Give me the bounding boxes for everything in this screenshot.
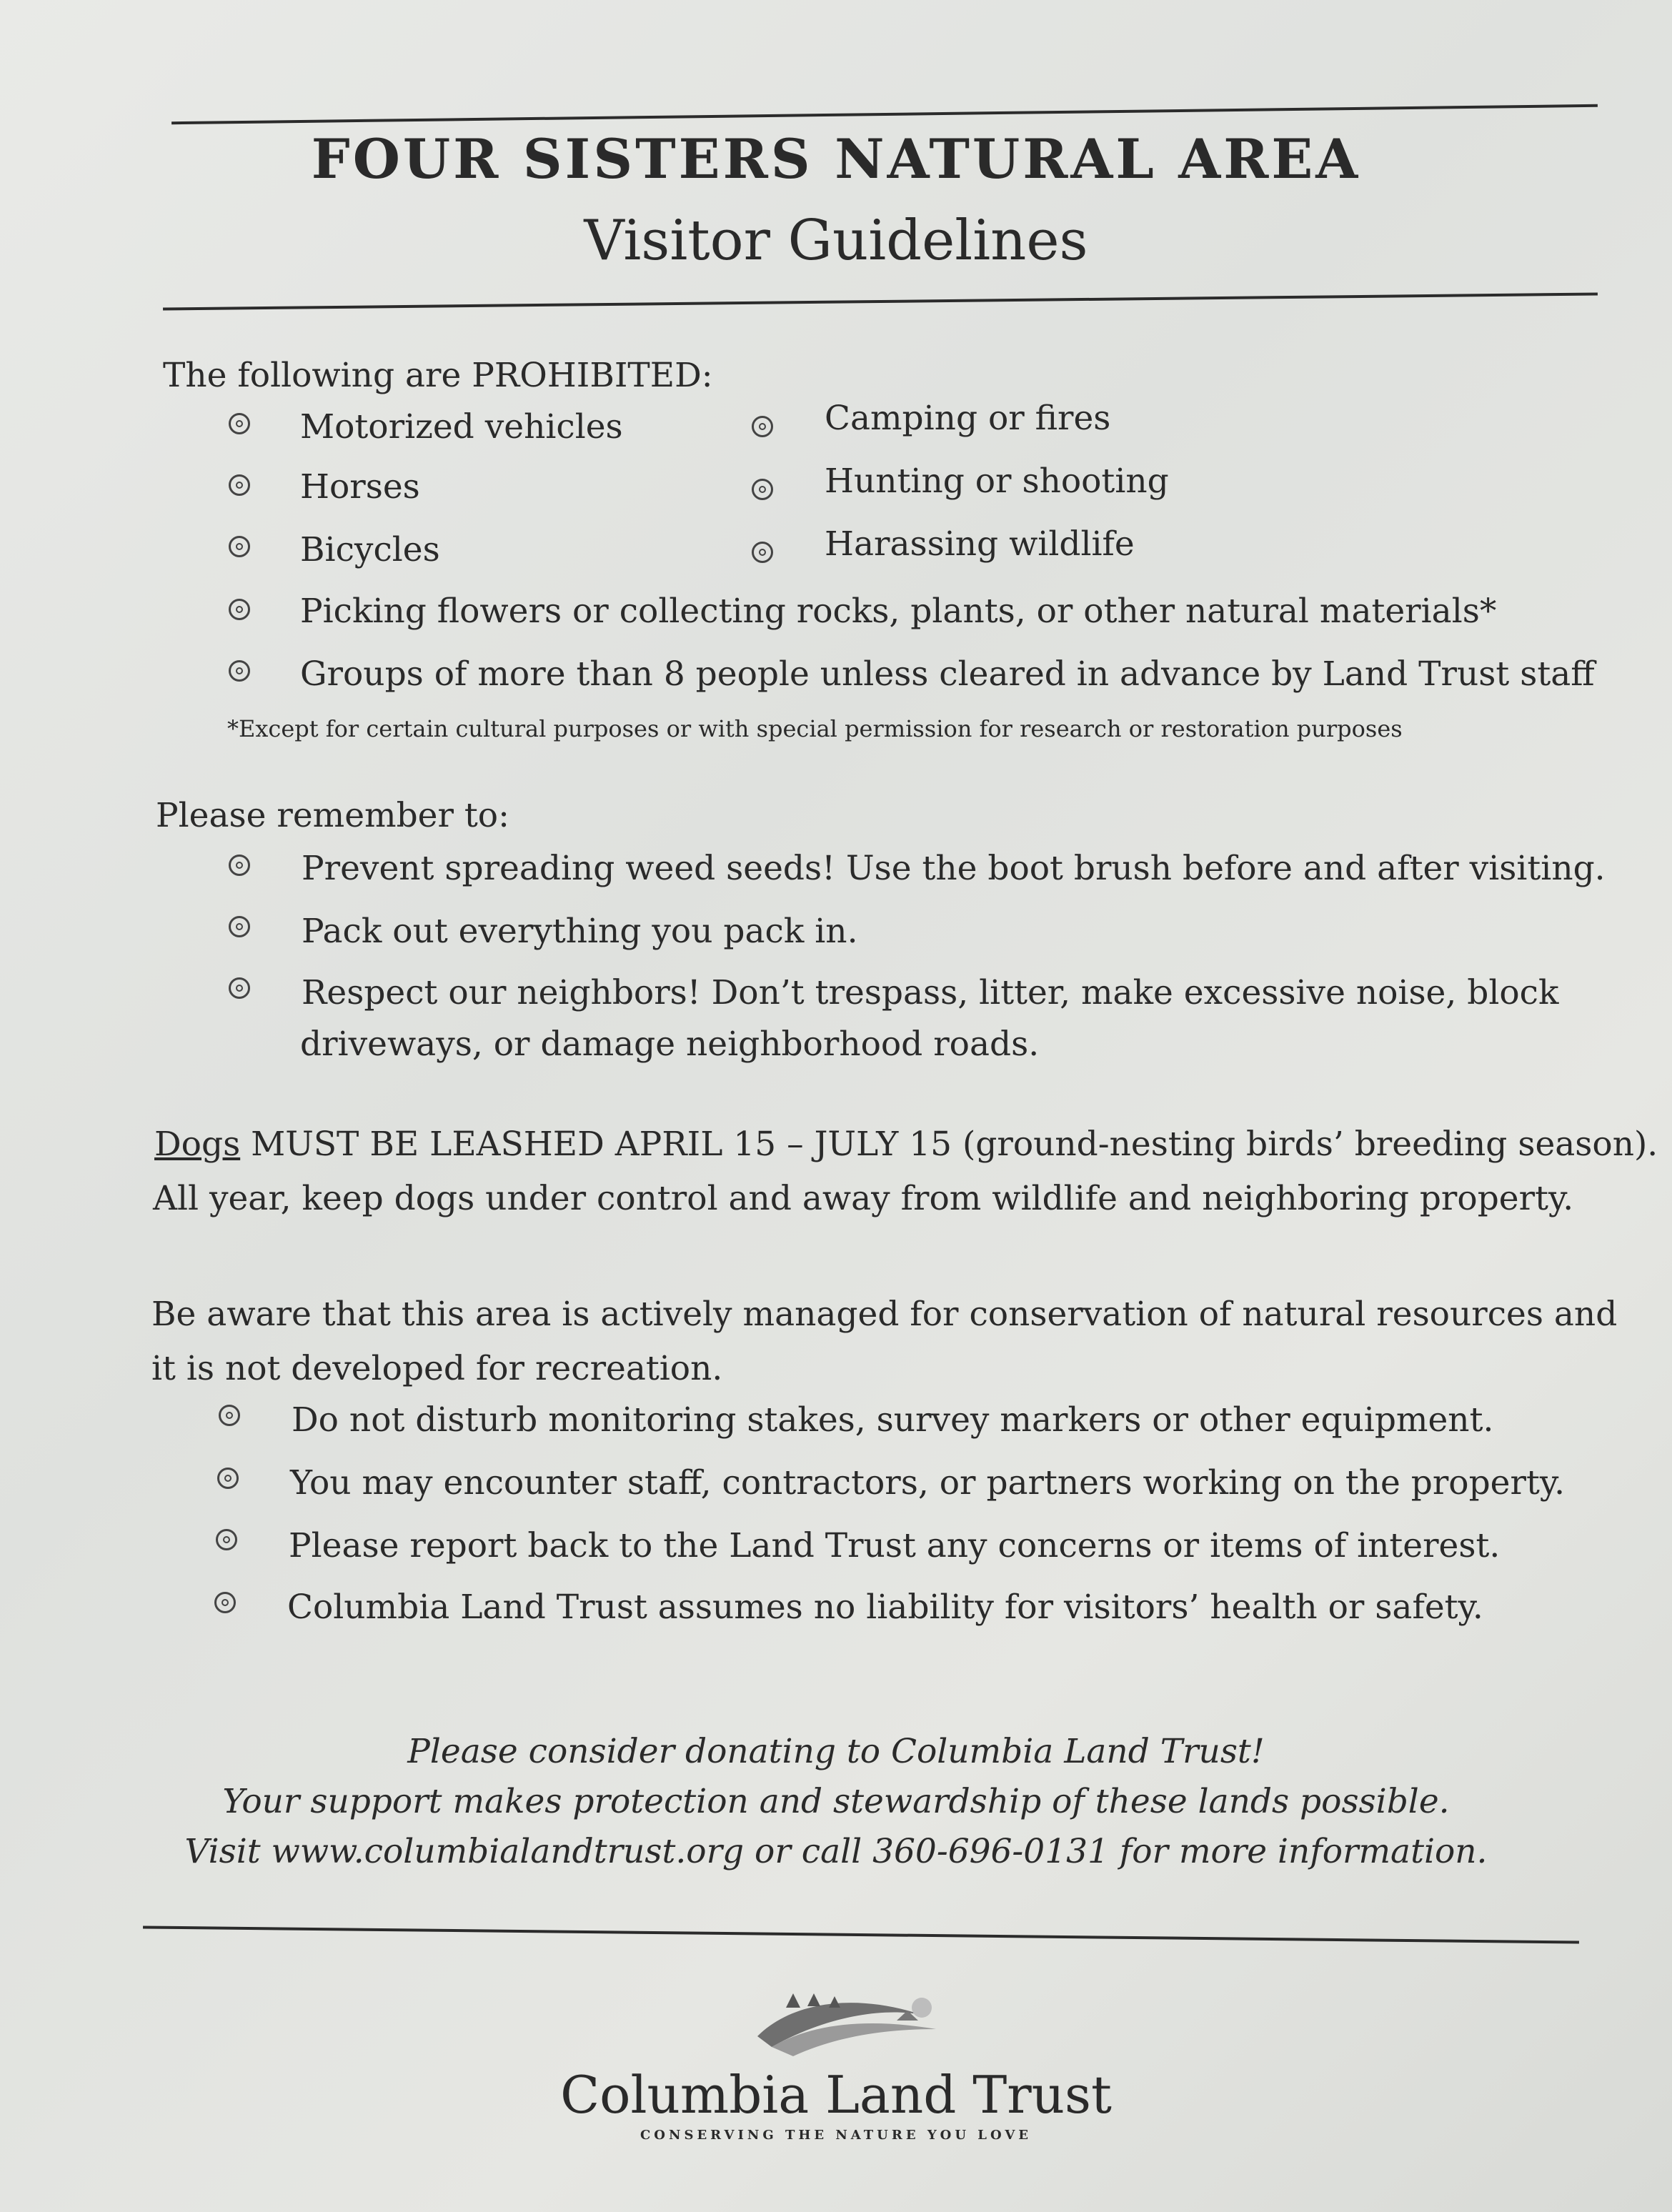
donate-line-3: Visit www.columbialandtrust.org or call 360-696-0131 for more information. [184, 1832, 1488, 1871]
bullet-icon [219, 1405, 240, 1426]
bullet-icon [752, 416, 773, 437]
prohibited-item: Motorized vehicles [300, 407, 623, 447]
bullet-icon [229, 977, 250, 999]
bullet-icon [229, 413, 250, 434]
prohibited-item: Hunting or shooting [825, 462, 1169, 501]
prohibited-item: Picking flowers or collecting rocks, plants, or other natural materials* [300, 592, 1497, 631]
aware-item: You may encounter staff, contractors, or partners working on the property. [290, 1463, 1566, 1503]
prohibited-intro: The following are PROHIBITED: [163, 356, 713, 395]
top-rule [171, 104, 1598, 124]
bullet-icon [216, 1529, 237, 1550]
bullet-icon [214, 1592, 236, 1613]
aware-item: Please report back to the Land Trust any concerns or items of interest. [289, 1526, 1501, 1565]
landscape-logo-icon [743, 1979, 957, 2058]
brand-tagline: CONSERVING THE NATURE YOU LOVE [640, 2128, 1032, 2143]
remember-item: Pack out everything you pack in. [302, 912, 858, 951]
prohibited-item: Camping or fires [825, 399, 1111, 438]
header-rule [163, 292, 1598, 310]
remember-item-continued: driveways, or damage neighborhood roads. [300, 1025, 1040, 1064]
bullet-icon [229, 660, 250, 682]
remember-intro: Please remember to: [156, 796, 509, 835]
dogs-line-2: All year, keep dogs under control and away from wildlife and neighboring property. [153, 1179, 1574, 1218]
bullet-icon [217, 1468, 239, 1489]
dogs-word: Dogs [154, 1125, 241, 1164]
aware-item: Do not disturb monitoring stakes, survey markers or other equipment. [292, 1400, 1494, 1440]
bullet-icon [229, 855, 250, 876]
donate-line-2: Your support makes protection and stewardship of these lands possible. [222, 1782, 1450, 1821]
page-subtitle: Visitor Guidelines [584, 209, 1088, 273]
prohibited-item: Harassing wildlife [825, 524, 1135, 564]
brand-name: Columbia Land Trust [560, 2065, 1112, 2125]
bullet-icon [229, 599, 250, 620]
bullet-icon [752, 542, 773, 563]
dogs-rule: MUST BE LEASHED APRIL 15 – JULY 15 (ground-nesting birds’ breeding season). [240, 1125, 1658, 1164]
prohibited-footnote: *Except for certain cultural purposes or with special permission for research or restoration purposes [227, 715, 1403, 742]
bullet-icon [229, 536, 250, 557]
prohibited-item: Bicycles [300, 530, 440, 569]
bullet-icon [752, 479, 773, 500]
dogs-line-1 [154, 1119, 1658, 1170]
bullet-icon [229, 474, 250, 496]
remember-item: Respect our neighbors! Don’t trespass, litter, make excessive noise, block [302, 973, 1559, 1012]
prohibited-item: Horses [300, 467, 420, 507]
donate-line-1: Please consider donating to Columbia Land Trust! [407, 1732, 1265, 1771]
bullet-icon [229, 916, 250, 937]
aware-line-1: Be aware that this area is actively managed for conservation of natural resources and [151, 1295, 1618, 1334]
remember-item: Prevent spreading weed seeds! Use the boot brush before and after visiting. [302, 849, 1606, 888]
footer-rule [143, 1925, 1579, 1943]
prohibited-item: Groups of more than 8 people unless cleared in advance by Land Trust staff [300, 654, 1595, 694]
aware-item: Columbia Land Trust assumes no liability for visitors’ health or safety. [287, 1588, 1483, 1627]
aware-line-2: it is not developed for recreation. [151, 1349, 723, 1388]
page-title: FOUR SISTERS NATURAL AREA [311, 127, 1361, 191]
